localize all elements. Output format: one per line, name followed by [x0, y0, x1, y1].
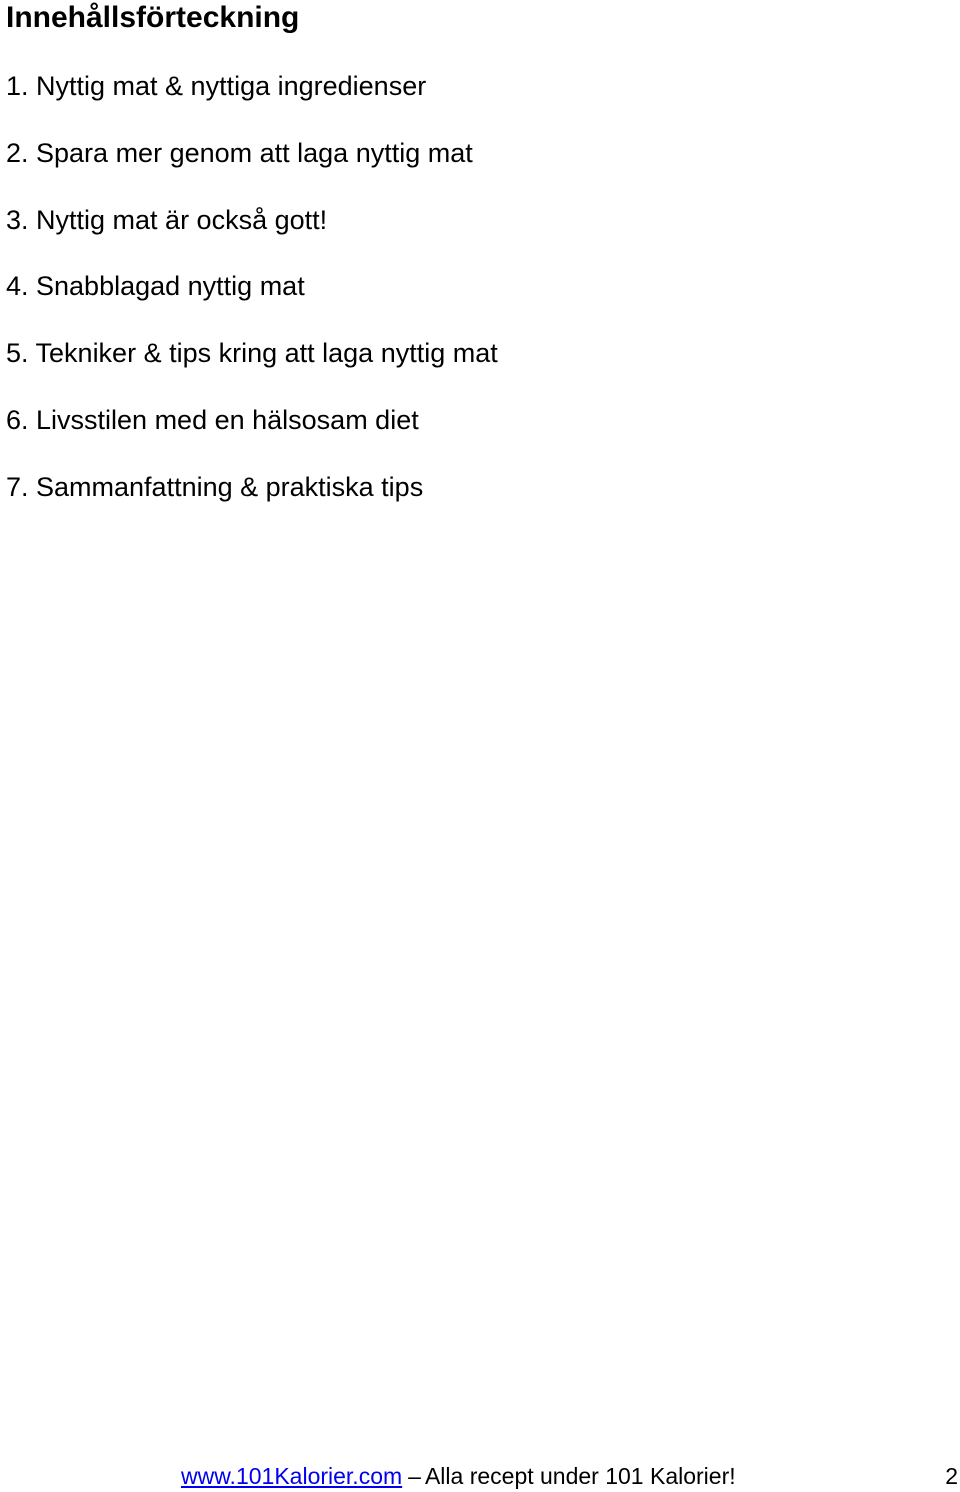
toc-heading: Innehållsförteckning	[6, 1, 300, 34]
toc-item-5[interactable]: 5. Tekniker & tips kring att laga nyttig mat	[6, 338, 498, 369]
toc-item-6[interactable]: 6. Livsstilen med en hälsosam diet	[6, 404, 419, 435]
footer-tagline: Alla recept under 101 Kalorier!	[424, 1463, 736, 1489]
website-link[interactable]: www.101Kalorier.com	[181, 1463, 403, 1489]
toc-item-1[interactable]: 1. Nyttig mat & nyttiga ingredienser	[6, 71, 427, 101]
toc-item-2[interactable]: 2. Spara mer genom att laga nyttig mat	[6, 137, 473, 168]
toc-item-4[interactable]: 4. Snabblagad nyttig mat	[6, 271, 305, 302]
page-number: 2	[945, 1463, 958, 1489]
toc-list	[6, 70, 498, 538]
footer-separator: –	[408, 1463, 421, 1489]
page-footer	[181, 1460, 960, 1492]
toc-item-7[interactable]: 7. Sammanfattning & praktiska tips	[6, 471, 424, 502]
toc-item-3[interactable]: 3. Nyttig mat är också gott!	[6, 204, 328, 235]
